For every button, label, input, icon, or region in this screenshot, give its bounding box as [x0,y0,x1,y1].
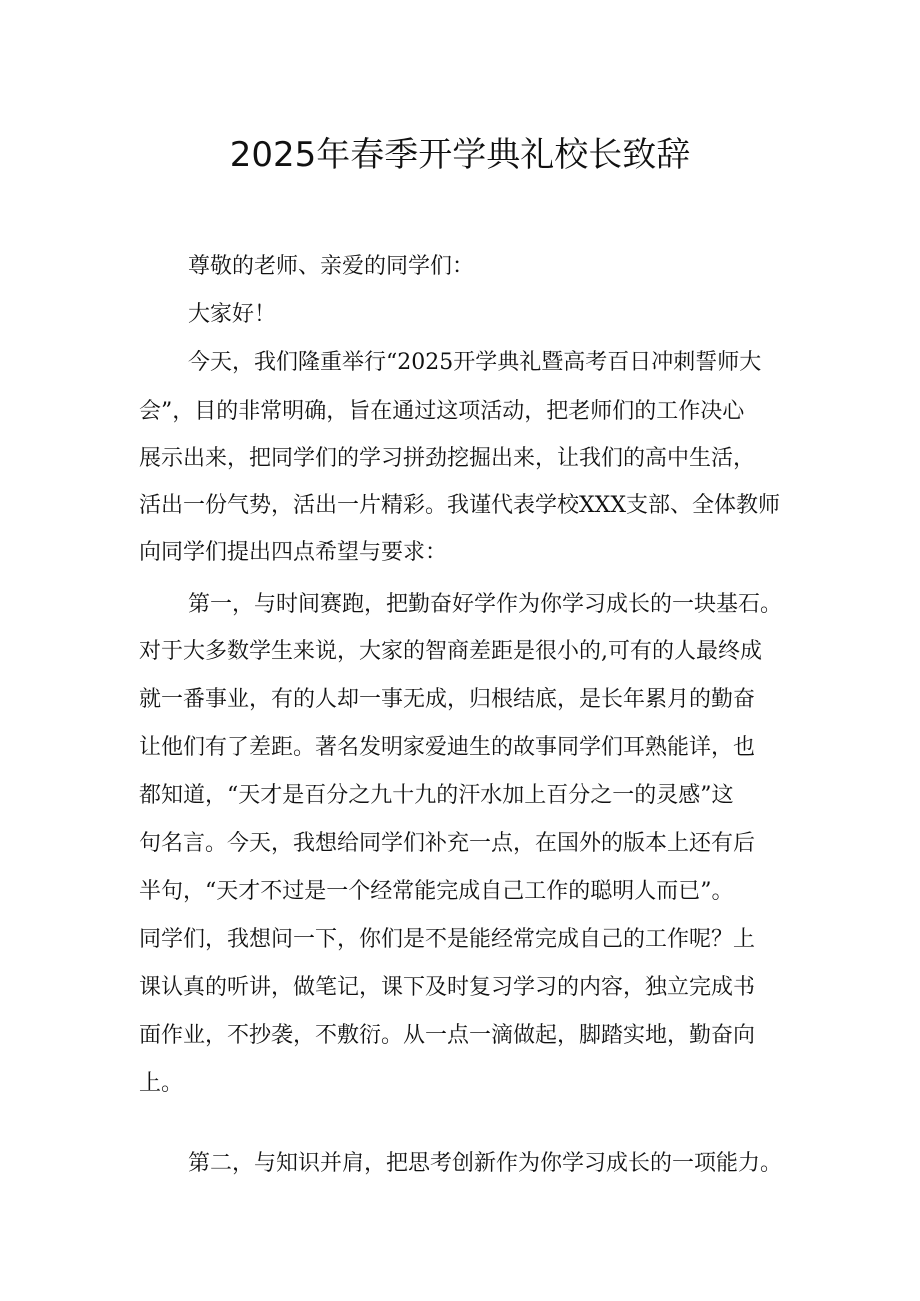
paragraph-2-line-2: 对于大多数学生来说，大家的智商差距是很小的,可有的人最终成 [139,639,762,664]
salutation: 尊敬的老师、亲爱的同学们： [188,254,475,279]
paragraph-2-line-5: 都知道，“天才是百分之九十九的汗水加上百分之一的灵感”这 [139,783,734,808]
paragraph-1-line-3: 展示出来，把同学们的学习拼劲挖掘出来，让我们的高中生活， [139,446,756,471]
paragraph-2-line-7: 半句，“天才不过是一个经常能完成自己工作的聪明人而已”。 [139,879,734,904]
paragraph-1-line-2: 会”，目的非常明确，旨在通过这项活动，把老师们的工作决心 [139,399,745,424]
paragraph-1-line-1: 今天，我们隆重举行“2025开学典礼暨高考百日冲刺誓师大 [188,350,762,375]
paragraph-1-line-4: 活出一份气势，活出一片精彩。我谨代表学校XXX支部、全体教师 [139,493,780,518]
paragraph-2-line-11: 上。 [139,1071,184,1096]
paragraph-1-line-5: 向同学们提出四点希望与要求： [139,540,448,565]
paragraph-2-line-6: 句名言。今天，我想给同学们补充一点，在国外的版本上还有后 [139,831,756,856]
paragraph-2-line-3: 就一番事业，有的人却一事无成，归根结底，是长年累月的勤奋 [139,687,756,712]
paragraph-2-line-9: 课认真的听讲，做笔记，课下及时复习学习的内容，独立完成书 [139,975,756,1000]
paragraph-2-line-8: 同学们，我想问一下，你们是不是能经常完成自己的工作呢？上 [139,927,756,952]
paragraph-2-line-1: 第一，与时间赛跑，把勤奋好学作为你学习成长的一块基石。 [188,592,783,617]
paragraph-3-line-1: 第二，与知识并肩，把思考创新作为你学习成长的一项能力。 [188,1151,783,1176]
paragraph-2-line-10: 面作业，不抄袭，不敷衍。从一点一滴做起，脚踏实地，勤奋向 [139,1023,756,1048]
greeting: 大家好！ [188,302,277,327]
paragraph-2-line-4: 让他们有了差距。著名发明家爱迪生的故事同学们耳熟能详，也 [139,735,756,760]
document-title: 2025年春季开学典礼校长致辞 [229,135,691,175]
